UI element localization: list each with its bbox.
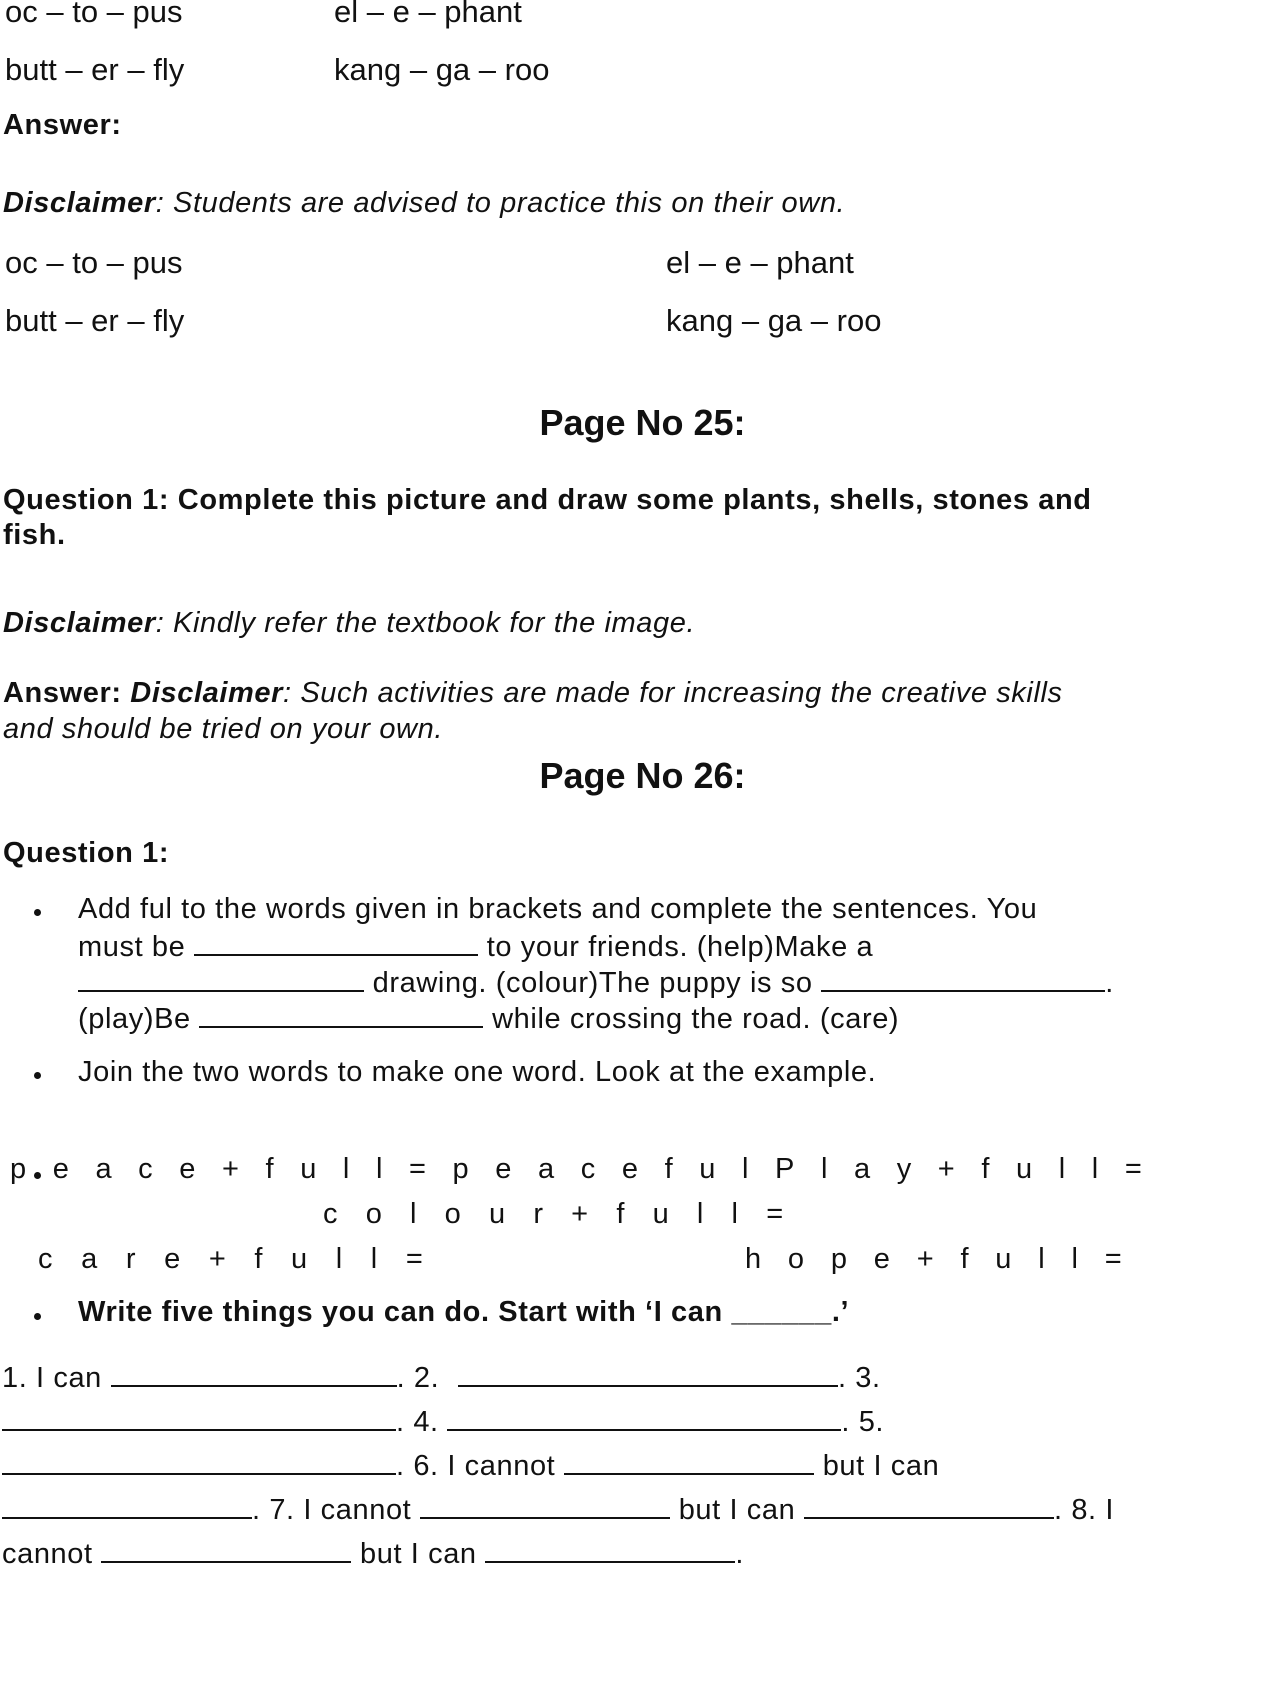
answer-blank[interactable] [111, 1359, 397, 1387]
answer-blank[interactable] [420, 1491, 670, 1519]
answer-blank[interactable] [194, 928, 478, 956]
fill-line5 [2, 1535, 744, 1571]
bullet1-text: drawing. (colour)The puppy is so [372, 967, 813, 999]
page-26-heading: Page No 26: [539, 755, 746, 796]
page-25-heading: Page No 25: [539, 402, 746, 443]
answer-blank[interactable] [2, 1403, 396, 1431]
bullet2-text: Join the two words to make one word. Look at the example. [78, 1056, 877, 1088]
disclaimer-label: Disclaimer [130, 677, 283, 709]
disclaimer-textbook [3, 606, 695, 640]
fill-line3 [2, 1447, 939, 1483]
syllable-octopus-top: oc – to – pus [5, 0, 183, 29]
bullet1-line2 [78, 928, 873, 964]
bullet-dot [34, 1313, 41, 1320]
page26-question-label: Question 1: [3, 837, 170, 869]
fill-text: 1. I can [2, 1362, 102, 1394]
syllable-elephant: el – e – phant [666, 245, 854, 280]
answer-blank[interactable] [458, 1359, 838, 1387]
page25-answer-line2: and should be tried on your own. [3, 713, 443, 745]
answer-blank[interactable] [2, 1447, 396, 1475]
answer-blank[interactable] [199, 1000, 483, 1028]
fill-text: but I can [360, 1538, 477, 1570]
answer-label: Answer: [3, 677, 122, 709]
syllable-octopus: oc – to – pus [5, 245, 183, 280]
bullet1-text: (play)Be [78, 1003, 191, 1035]
answer-label: Answer: [3, 109, 122, 141]
fill-text: . 6. I cannot [396, 1450, 556, 1482]
syllable-butterfly: butt – er – fly [5, 303, 185, 338]
bullet1-line1: Add ful to the words given in brackets and complete the sentences. You [78, 893, 1038, 925]
fill-text: but I can [678, 1494, 796, 1526]
fill-text: . 5. [841, 1406, 885, 1438]
bullet1-text: . [1105, 967, 1114, 999]
fill-line1 [2, 1359, 881, 1395]
join-words-line3b: hope+full= [745, 1243, 1149, 1275]
page25-answer-line1 [3, 676, 1063, 710]
bullet1-text: to your friends. (help)Make a [486, 931, 874, 963]
fill-text: . [735, 1538, 745, 1570]
answer-blank[interactable] [804, 1491, 1054, 1519]
page25-question-line1: Question 1: Complete this picture and draw some plants, shells, stones and [3, 484, 1092, 516]
fill-text: . 4. [396, 1406, 439, 1438]
fill-text: but I can [822, 1450, 940, 1482]
bullet1-text: must be [78, 931, 186, 963]
join-words-line1: peace+full=peacefulPlay+full= [10, 1153, 1169, 1185]
disclaimer-text: : Students are advised to practice this on their own. [155, 187, 846, 219]
answer-blank[interactable] [485, 1535, 735, 1563]
answer-blank[interactable] [101, 1535, 351, 1563]
bullet1-line3 [78, 964, 1114, 1000]
bullet1-text: while crossing the road. (care) [492, 1003, 900, 1035]
join-words-line3a: care+full= [38, 1243, 452, 1275]
disclaimer-label: Disclaimer [3, 187, 156, 219]
syllable-elephant-top: el – e – phant [334, 0, 522, 29]
fill-text: . 8. I [1054, 1494, 1115, 1526]
disclaimer-text: : Kindly refer the textbook for the image. [155, 607, 696, 639]
disclaimer-practice [3, 186, 845, 220]
fill-text: . 2. [396, 1362, 440, 1394]
answer-blank[interactable] [2, 1491, 252, 1519]
answer-blank[interactable] [564, 1447, 814, 1475]
bullet3-text: Write five things you can do. Start with ‘I can ______.’ [78, 1296, 850, 1328]
bullet1-line4 [78, 1000, 899, 1036]
join-words-line2: colour+full= [323, 1198, 812, 1230]
answer-blank[interactable] [78, 964, 364, 992]
answer-blank[interactable] [447, 1403, 841, 1431]
answer-text: : Such activities are made for increasing the creative skills [283, 677, 1063, 709]
page25-question-line2: fish. [3, 519, 66, 551]
fill-text: cannot [2, 1538, 93, 1570]
fill-text: . 3. [837, 1362, 881, 1394]
bullet-dot [34, 1072, 41, 1079]
syllable-kangaroo-top: kang – ga – roo [334, 52, 550, 87]
fill-line2 [2, 1403, 884, 1439]
answer-blank[interactable] [821, 964, 1105, 992]
disclaimer-label: Disclaimer [3, 607, 156, 639]
bullet-dot [34, 909, 41, 916]
fill-text: . 7. I cannot [252, 1494, 412, 1526]
syllable-butterfly-top: butt – er – fly [5, 52, 185, 87]
fill-line4 [2, 1491, 1114, 1527]
syllable-kangaroo: kang – ga – roo [666, 303, 882, 338]
